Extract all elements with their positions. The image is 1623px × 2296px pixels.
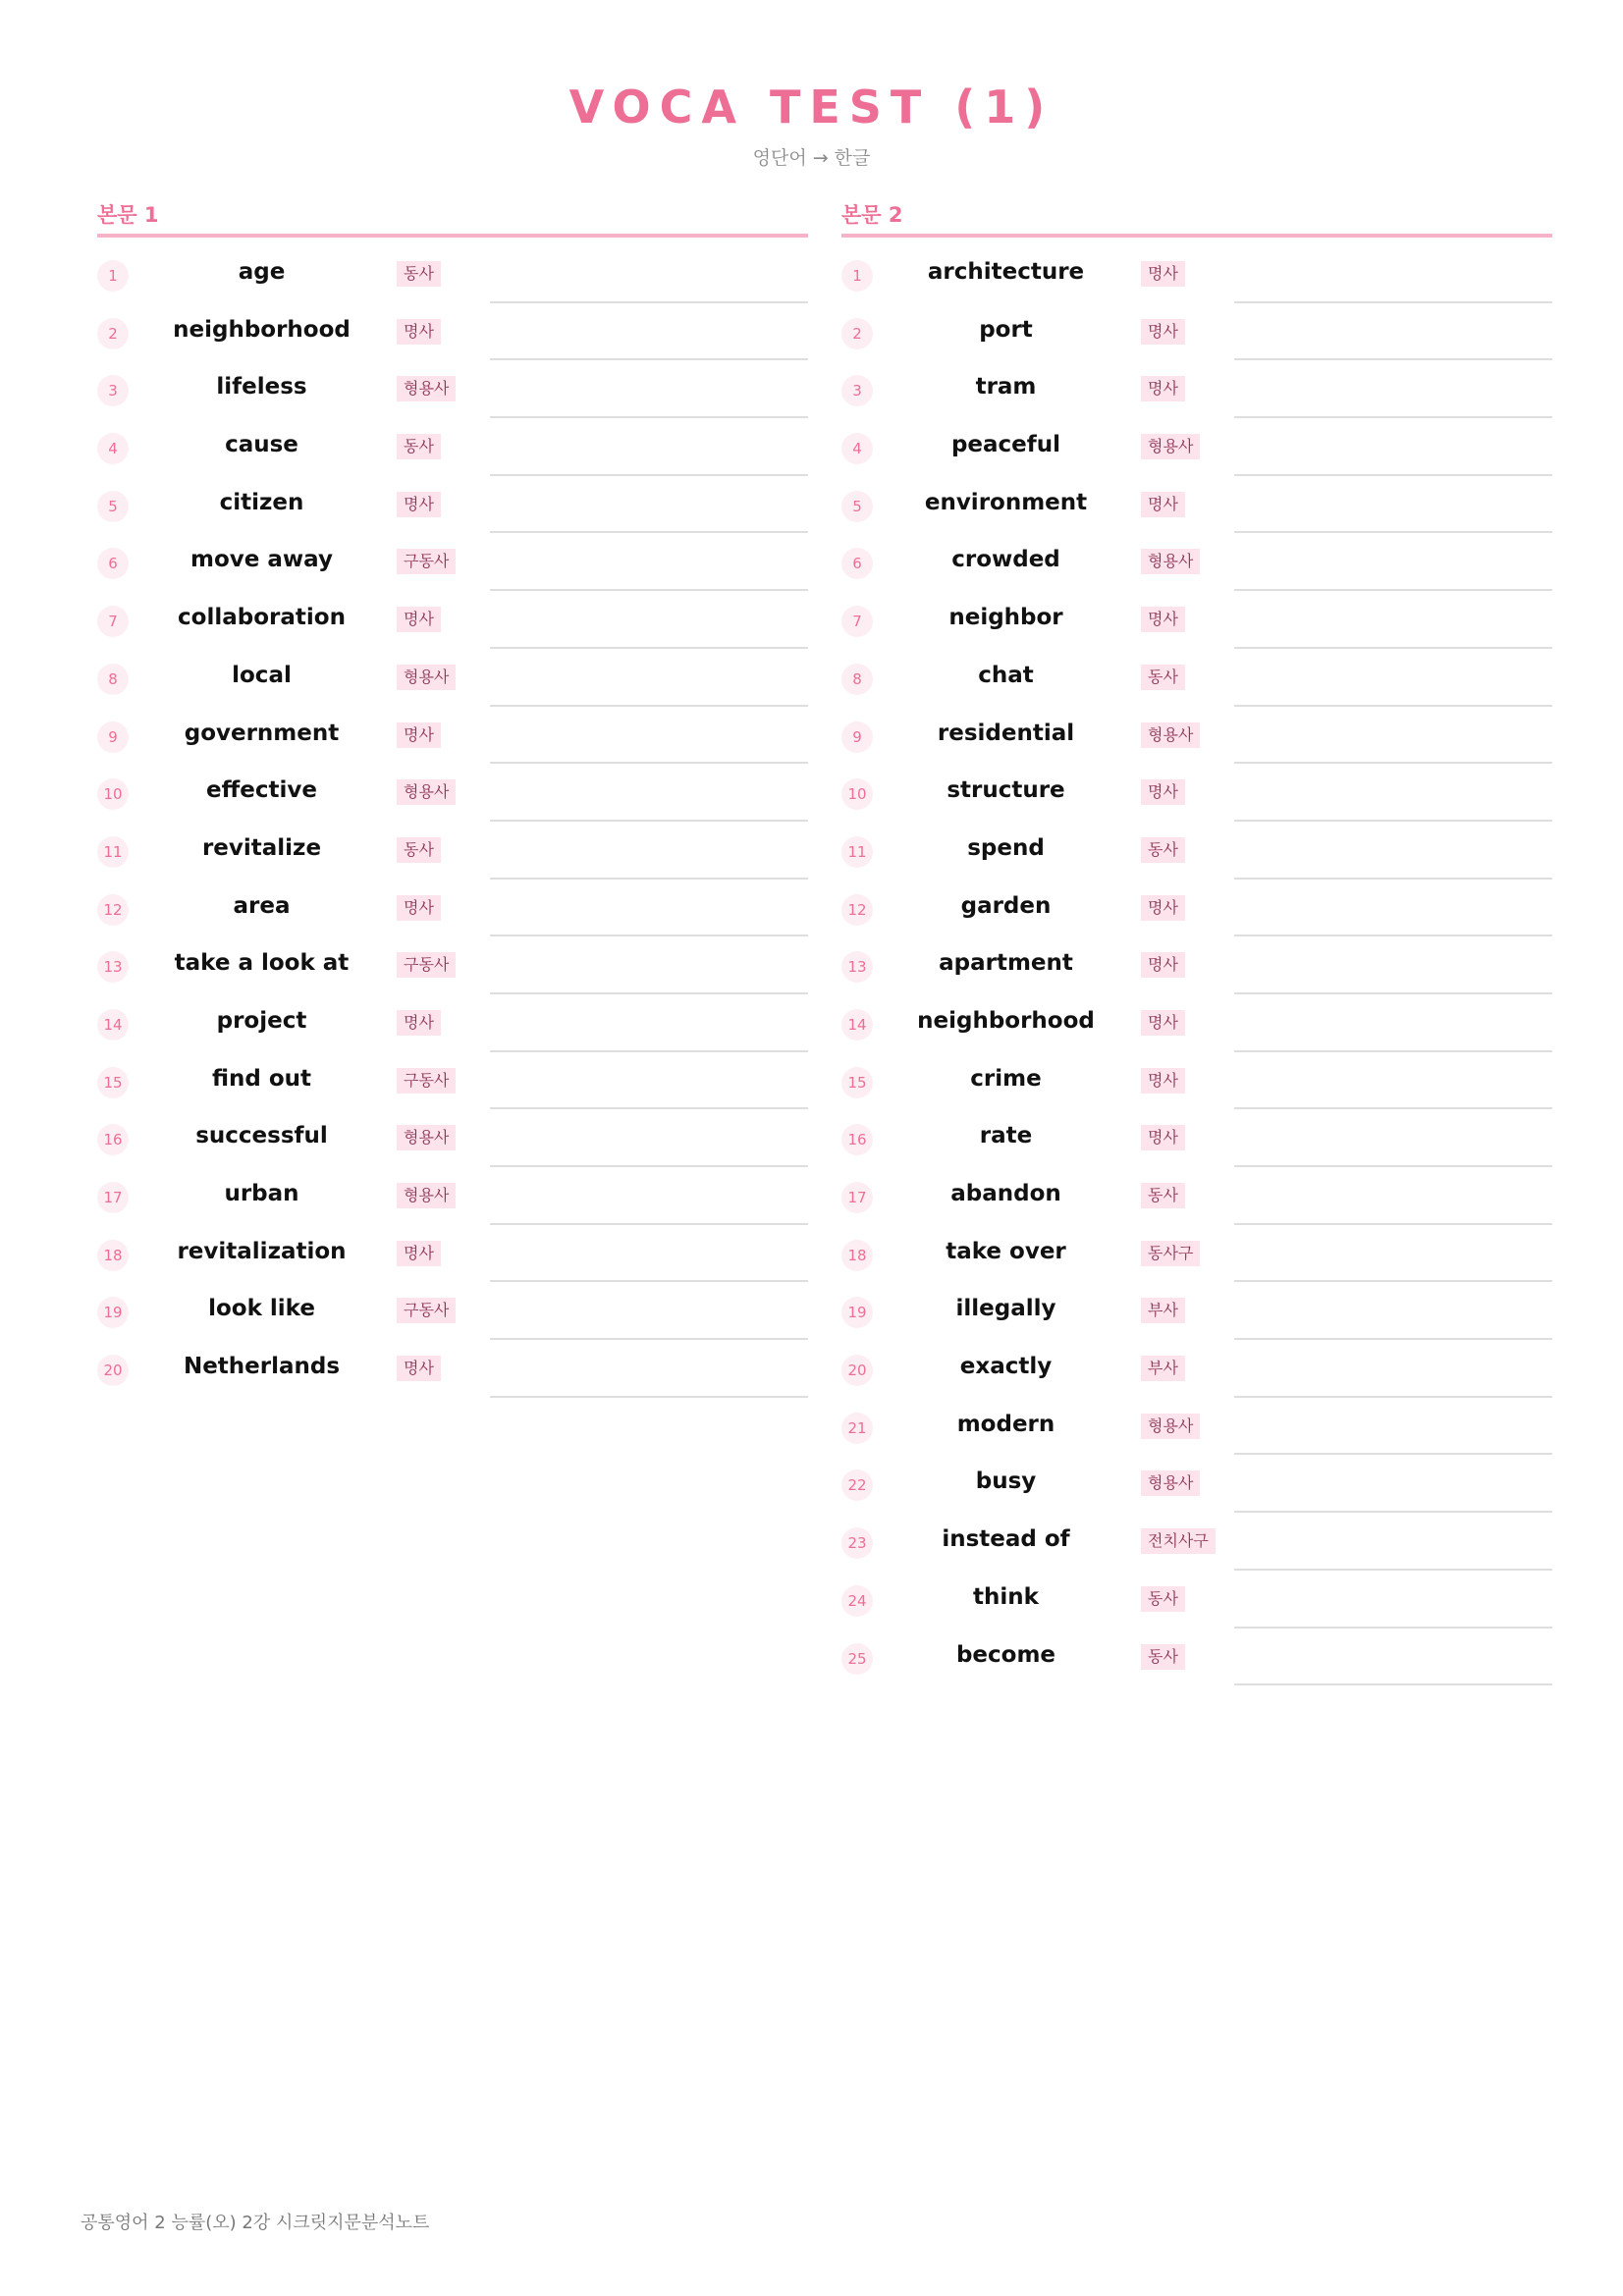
english-word: rate (979, 1123, 1033, 1149)
english-word: government (184, 720, 340, 746)
word-list (97, 245, 808, 1398)
item-number-badge: 1 (841, 260, 873, 292)
part-of-speech-tag: 동사 (1141, 665, 1185, 690)
item-number-badge: 17 (97, 1182, 129, 1213)
english-word: garden (960, 892, 1052, 919)
word-row (97, 936, 808, 994)
word-row (97, 1052, 808, 1110)
part-of-speech-tag: 형용사 (1141, 434, 1200, 459)
item-number-badge: 6 (841, 548, 873, 579)
item-number-badge: 10 (841, 778, 873, 810)
item-number-badge: 5 (97, 491, 129, 522)
english-word: architecture (927, 259, 1085, 285)
word-row (841, 1455, 1552, 1513)
item-number-badge: 9 (841, 721, 873, 753)
word-row (97, 418, 808, 476)
item-number-badge: 16 (841, 1124, 873, 1155)
word-row (841, 1167, 1552, 1225)
item-number-badge: 8 (97, 664, 129, 695)
english-word: instead of (942, 1526, 1070, 1553)
page-subtitle: 영단어 → 한글 (752, 147, 871, 169)
english-word: neighborhood (173, 316, 351, 343)
part-of-speech-tag: 구동사 (397, 549, 456, 574)
item-number-badge: 8 (841, 664, 873, 695)
part-of-speech-tag: 명사 (397, 1010, 441, 1036)
word-row (841, 1629, 1552, 1686)
english-word: environment (924, 489, 1088, 515)
word-row (97, 1225, 808, 1283)
item-number-badge: 15 (841, 1067, 873, 1098)
word-row (97, 1340, 808, 1398)
item-number-badge: 4 (97, 433, 129, 464)
word-row (841, 649, 1552, 707)
english-word: move away (190, 547, 333, 573)
item-number-badge: 5 (841, 491, 873, 522)
english-word: revitalize (201, 834, 322, 861)
english-word: abandon (950, 1181, 1061, 1206)
word-list (841, 245, 1552, 1685)
english-word: revitalization (177, 1238, 347, 1264)
english-word: chat (978, 662, 1034, 688)
english-word: become (955, 1641, 1056, 1668)
word-row (841, 936, 1552, 994)
part-of-speech-tag: 동사 (1141, 837, 1185, 863)
item-number-badge: 2 (97, 318, 129, 349)
item-number-badge: 12 (97, 894, 129, 926)
item-number-badge: 13 (841, 951, 873, 983)
part-of-speech-tag: 구동사 (397, 952, 456, 978)
part-of-speech-tag: 형용사 (1141, 549, 1200, 574)
item-number-badge: 19 (841, 1297, 873, 1328)
item-number-badge: 11 (841, 836, 873, 868)
english-word: think (973, 1583, 1039, 1610)
item-number-badge: 19 (97, 1297, 129, 1328)
part-of-speech-tag: 명사 (1141, 607, 1185, 632)
word-row (841, 476, 1552, 534)
section-1 (97, 196, 808, 1398)
part-of-speech-tag: 명사 (397, 1241, 441, 1266)
word-row (97, 764, 808, 822)
part-of-speech-tag: 형용사 (1141, 1470, 1200, 1496)
item-number-badge: 18 (97, 1240, 129, 1271)
part-of-speech-tag: 전치사구 (1141, 1528, 1216, 1554)
word-row (841, 707, 1552, 765)
english-word: take a look at (174, 950, 350, 977)
part-of-speech-tag: 명사 (397, 722, 441, 748)
english-word: local (232, 662, 292, 688)
item-number-badge: 15 (97, 1067, 129, 1098)
english-word: age (238, 259, 286, 285)
english-word: urban (224, 1181, 299, 1206)
part-of-speech-tag: 명사 (1141, 1125, 1185, 1150)
item-number-badge: 25 (841, 1643, 873, 1675)
part-of-speech-tag: 형용사 (397, 1183, 456, 1208)
word-row (97, 1282, 808, 1340)
part-of-speech-tag: 구동사 (397, 1298, 456, 1323)
english-word: take over (946, 1238, 1066, 1264)
english-word: project (216, 1007, 307, 1034)
item-number-badge: 20 (841, 1355, 873, 1386)
word-row (841, 822, 1552, 880)
item-number-badge: 6 (97, 548, 129, 579)
part-of-speech-tag: 동사 (1141, 1586, 1185, 1612)
part-of-speech-tag: 형용사 (1141, 722, 1200, 748)
part-of-speech-tag: 명사 (397, 492, 441, 517)
part-of-speech-tag: 명사 (1141, 261, 1185, 287)
english-word: apartment (939, 950, 1073, 977)
item-number-badge: 9 (97, 721, 129, 753)
word-row (841, 1571, 1552, 1629)
page-title: VOCA TEST (1) (568, 80, 1055, 133)
part-of-speech-tag: 동사 (397, 837, 441, 863)
part-of-speech-tag: 명사 (1141, 319, 1185, 345)
word-row (841, 1225, 1552, 1283)
part-of-speech-tag: 명사 (1141, 952, 1185, 978)
item-number-badge: 22 (841, 1469, 873, 1501)
english-word: peaceful (950, 432, 1061, 458)
part-of-speech-tag: 명사 (1141, 1068, 1185, 1094)
word-row (841, 994, 1552, 1052)
part-of-speech-tag: 명사 (1141, 1010, 1185, 1036)
item-number-badge: 24 (841, 1585, 873, 1617)
word-row (841, 1052, 1552, 1110)
word-row (97, 245, 808, 303)
english-word: effective (206, 777, 317, 804)
english-word: area (233, 892, 291, 919)
part-of-speech-tag: 동사 (1141, 1183, 1185, 1208)
part-of-speech-tag: 형용사 (1141, 1414, 1200, 1439)
item-number-badge: 1 (97, 260, 129, 292)
answer-line[interactable] (490, 1396, 808, 1398)
item-number-badge: 11 (97, 836, 129, 868)
part-of-speech-tag: 형용사 (397, 1125, 456, 1150)
word-row (841, 360, 1552, 418)
part-of-speech-tag: 명사 (1141, 779, 1185, 805)
word-row (841, 303, 1552, 361)
part-of-speech-tag: 부사 (1141, 1356, 1185, 1381)
word-row (841, 1513, 1552, 1571)
part-of-speech-tag: 구동사 (397, 1068, 456, 1094)
item-number-badge: 13 (97, 951, 129, 983)
word-row (97, 707, 808, 765)
english-word: neighbor (948, 605, 1063, 631)
word-row (841, 1282, 1552, 1340)
english-word: tram (975, 374, 1037, 400)
english-word: crime (970, 1065, 1042, 1092)
item-number-badge: 3 (97, 375, 129, 406)
english-word: exactly (959, 1354, 1053, 1380)
part-of-speech-tag: 명사 (397, 319, 441, 345)
word-row (97, 1167, 808, 1225)
part-of-speech-tag: 명사 (397, 895, 441, 921)
item-number-badge: 2 (841, 318, 873, 349)
english-word: successful (195, 1123, 328, 1149)
part-of-speech-tag: 동사 (397, 434, 441, 459)
word-row (97, 1109, 808, 1167)
section-heading: 본문 2 (841, 196, 1552, 238)
word-row (841, 1340, 1552, 1398)
word-row (97, 994, 808, 1052)
item-number-badge: 21 (841, 1413, 873, 1444)
item-number-badge: 18 (841, 1240, 873, 1271)
english-word: structure (947, 777, 1065, 804)
word-row (841, 1398, 1552, 1456)
item-number-badge: 4 (841, 433, 873, 464)
part-of-speech-tag: 형용사 (397, 376, 456, 401)
word-row (97, 533, 808, 591)
english-word: illegally (955, 1296, 1056, 1322)
item-number-badge: 14 (97, 1009, 129, 1041)
footer-text: 공통영어 2 능률(오) 2강 시크릿지문분석노트 (81, 2213, 430, 2233)
word-row (841, 533, 1552, 591)
english-word: citizen (219, 489, 304, 515)
part-of-speech-tag: 동사구 (1141, 1241, 1200, 1266)
part-of-speech-tag: 명사 (1141, 376, 1185, 401)
english-word: spend (967, 834, 1045, 861)
english-word: residential (937, 720, 1075, 746)
answer-line[interactable] (1234, 1683, 1552, 1685)
item-number-badge: 17 (841, 1182, 873, 1213)
word-row (841, 764, 1552, 822)
part-of-speech-tag: 형용사 (397, 665, 456, 690)
part-of-speech-tag: 명사 (397, 607, 441, 632)
word-row (97, 880, 808, 937)
part-of-speech-tag: 명사 (1141, 492, 1185, 517)
item-number-badge: 23 (841, 1527, 873, 1559)
word-row (841, 591, 1552, 649)
item-number-badge: 16 (97, 1124, 129, 1155)
part-of-speech-tag: 부사 (1141, 1298, 1185, 1323)
part-of-speech-tag: 동사 (1141, 1644, 1185, 1670)
word-row (97, 591, 808, 649)
english-word: modern (956, 1411, 1055, 1437)
word-row (97, 360, 808, 418)
english-word: cause (225, 432, 298, 458)
item-number-badge: 10 (97, 778, 129, 810)
item-number-badge: 3 (841, 375, 873, 406)
english-word: busy (975, 1468, 1037, 1495)
section-2 (841, 196, 1552, 1685)
part-of-speech-tag: 형용사 (397, 779, 456, 805)
item-number-badge: 14 (841, 1009, 873, 1041)
english-word: crowded (951, 547, 1060, 573)
word-row (97, 303, 808, 361)
section-heading: 본문 1 (97, 196, 808, 238)
word-row (841, 880, 1552, 937)
english-word: find out (211, 1065, 312, 1092)
word-row (97, 822, 808, 880)
english-word: lifeless (216, 374, 307, 400)
word-row (841, 1109, 1552, 1167)
word-row (97, 649, 808, 707)
word-row (97, 476, 808, 534)
part-of-speech-tag: 동사 (397, 261, 441, 287)
word-row (841, 245, 1552, 303)
item-number-badge: 7 (97, 606, 129, 637)
english-word: look like (208, 1296, 315, 1322)
item-number-badge: 12 (841, 894, 873, 926)
english-word: port (979, 316, 1033, 343)
part-of-speech-tag: 명사 (397, 1356, 441, 1381)
part-of-speech-tag: 명사 (1141, 895, 1185, 921)
item-number-badge: 7 (841, 606, 873, 637)
english-word: Netherlands (183, 1354, 341, 1380)
english-word: collaboration (178, 605, 346, 631)
english-word: neighborhood (917, 1007, 1095, 1034)
word-row (841, 418, 1552, 476)
item-number-badge: 20 (97, 1355, 129, 1386)
